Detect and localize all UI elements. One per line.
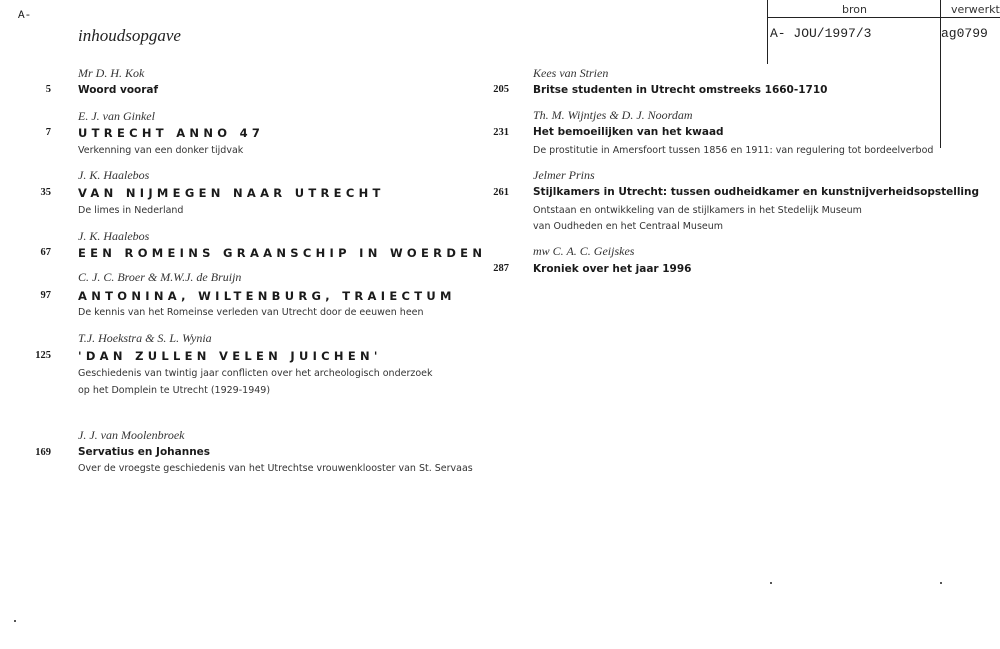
- entry-page-number: 97: [40, 290, 51, 301]
- entry-author: J. K. Haalebos: [78, 168, 150, 182]
- entry-author: Jelmer Prins: [533, 168, 595, 182]
- scan-speck: [940, 582, 942, 584]
- entry-title: ANTONINA, WILTENBURG, TRAIECTUM: [78, 289, 456, 303]
- page-title: inhoudsopgave: [78, 26, 181, 45]
- entry-title: Het bemoeilijken van het kwaad: [533, 126, 724, 138]
- entry-author: Kees van Strien: [533, 66, 609, 80]
- entry-page-number: 35: [40, 187, 51, 198]
- entry-author: T.J. Hoekstra & S. L. Wynia: [78, 331, 212, 345]
- entry-page-number: 205: [493, 84, 509, 95]
- entry-page-number: 7: [45, 127, 51, 138]
- scan-speck: [14, 620, 16, 622]
- entry-author: Th. M. Wijntjes & D. J. Noordam: [533, 108, 693, 122]
- entry-author: J. K. Haalebos: [78, 229, 150, 243]
- entry-subtitle-line2: op het Domplein te Utrecht (1929-1949): [78, 385, 271, 396]
- entry-subtitle-line2: van Oudheden en het Centraal Museum: [533, 221, 724, 232]
- entry-page-number: 169: [35, 447, 51, 458]
- entry-title: VAN NIJMEGEN NAAR UTRECHT: [78, 186, 385, 200]
- entry-title: Servatius en Johannes: [78, 446, 211, 458]
- entry-author: Mr D. H. Kok: [78, 66, 145, 80]
- entry-page-number: 261: [493, 187, 509, 198]
- entry-subtitle: De prostitutie in Amersfoort tussen 1856 en 1911: van regulering tot bordeelverbod: [533, 145, 934, 156]
- stamp-bron-value: A- JOU/1997/3: [770, 26, 872, 41]
- entry-title: Britse studenten in Utrecht omstreeks 1660-1710: [533, 84, 828, 96]
- stamp-verwerkt-value: ag0799: [941, 26, 988, 41]
- entry-page-number: 125: [35, 350, 51, 361]
- entry-subtitle: Geschiedenis van twintig jaar conflicten over het archeologisch onderzoek: [78, 368, 433, 379]
- entry-page-number: 5: [45, 84, 51, 95]
- entry-subtitle: Over de vroegste geschiedenis van het Utrechtse vrouwenklooster van St. Servaas: [78, 463, 473, 474]
- entry-subtitle: De kennis van het Romeinse verleden van Utrecht door de eeuwen heen: [78, 307, 424, 318]
- stamp-col-verwerkt: verwerkt: [951, 3, 1000, 16]
- entry-author: E. J. van Ginkel: [78, 109, 155, 123]
- entry-title: EEN ROMEINS GRAANSCHIP IN WOERDEN: [78, 246, 487, 260]
- entry-page-number: 67: [40, 247, 51, 258]
- corner-mark: A-: [18, 10, 32, 22]
- entry-page-number: 231: [493, 127, 509, 138]
- stamp-col-bron: bron: [842, 3, 867, 16]
- entry-subtitle: Ontstaan en ontwikkeling van de stijlkamers in het Stedelijk Museum: [533, 205, 862, 216]
- entry-title: Kroniek over het jaar 1996: [533, 263, 692, 275]
- scan-speck: [770, 582, 772, 584]
- entry-title: Woord vooraf: [78, 84, 159, 96]
- entry-subtitle: Verkenning van een donker tijdvak: [78, 145, 244, 156]
- entry-page-number: 287: [493, 263, 509, 274]
- entry-title: Stijlkamers in Utrecht: tussen oudheidkamer en kunstnijverheidsopstelling: [533, 186, 980, 198]
- entry-author: J. J. van Moolenbroek: [78, 428, 185, 442]
- entry-author: C. J. C. Broer & M.W.J. de Bruijn: [78, 270, 242, 284]
- entry-author: mw C. A. C. Geijskes: [533, 244, 635, 258]
- entry-subtitle: De limes in Nederland: [78, 205, 184, 216]
- entry-title: 'DAN ZULLEN VELEN JUICHEN': [78, 349, 382, 363]
- entry-title: UTRECHT ANNO 47: [78, 126, 265, 140]
